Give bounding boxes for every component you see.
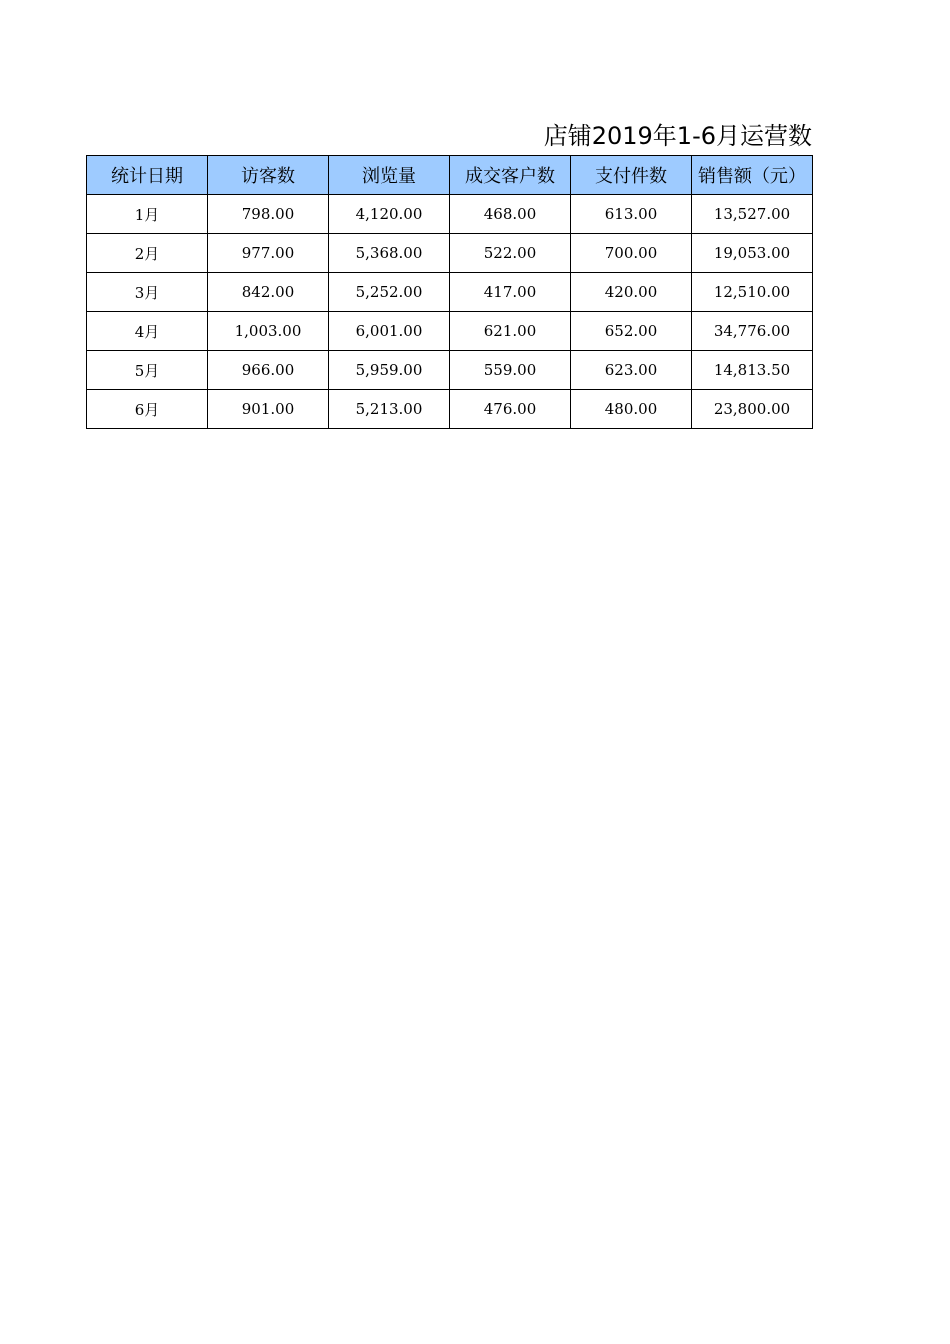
table-cell: 6,001.00	[329, 312, 450, 351]
sheet-title: 店铺2019年1-6月运营数	[543, 122, 812, 150]
table-cell: 480.00	[571, 390, 692, 429]
table-cell: 34,776.00	[692, 312, 813, 351]
table-cell: 13,527.00	[692, 195, 813, 234]
table-cell: 798.00	[208, 195, 329, 234]
header-cell-customers: 成交客户数	[450, 156, 571, 195]
table-cell: 613.00	[571, 195, 692, 234]
table-cell: 5月	[87, 351, 208, 390]
table-cell: 14,813.50	[692, 351, 813, 390]
table-cell: 23,800.00	[692, 390, 813, 429]
table-cell: 901.00	[208, 390, 329, 429]
table-cell: 5,252.00	[329, 273, 450, 312]
table-row	[87, 390, 813, 429]
table-cell: 1月	[87, 195, 208, 234]
header-cell-items: 支付件数	[571, 156, 692, 195]
table-cell: 623.00	[571, 351, 692, 390]
table-cell: 5,213.00	[329, 390, 450, 429]
table-cell: 420.00	[571, 273, 692, 312]
table-cell: 621.00	[450, 312, 571, 351]
table-row	[87, 351, 813, 390]
table-cell: 652.00	[571, 312, 692, 351]
table-cell: 19,053.00	[692, 234, 813, 273]
table-cell: 5,959.00	[329, 351, 450, 390]
table-cell: 3月	[87, 273, 208, 312]
table-cell: 468.00	[450, 195, 571, 234]
table-row	[87, 234, 813, 273]
table-cell: 559.00	[450, 351, 571, 390]
table-cell: 977.00	[208, 234, 329, 273]
header-cell-date: 统计日期	[87, 156, 208, 195]
table-cell: 2月	[87, 234, 208, 273]
table-cell: 966.00	[208, 351, 329, 390]
header-cell-sales: 销售额（元）	[692, 156, 813, 195]
table-cell: 12,510.00	[692, 273, 813, 312]
header-cell-pageviews: 浏览量	[329, 156, 450, 195]
table-cell: 4,120.00	[329, 195, 450, 234]
table-row	[87, 312, 813, 351]
table-cell: 476.00	[450, 390, 571, 429]
table-cell: 6月	[87, 390, 208, 429]
table-row	[87, 195, 813, 234]
data-table	[86, 155, 813, 429]
table-cell: 4月	[87, 312, 208, 351]
table-cell: 5,368.00	[329, 234, 450, 273]
table-cell: 700.00	[571, 234, 692, 273]
table-header-row	[87, 156, 813, 195]
table-row	[87, 273, 813, 312]
table-cell: 842.00	[208, 273, 329, 312]
table-cell: 1,003.00	[208, 312, 329, 351]
table-cell: 417.00	[450, 273, 571, 312]
header-cell-visitors: 访客数	[208, 156, 329, 195]
table-cell: 522.00	[450, 234, 571, 273]
